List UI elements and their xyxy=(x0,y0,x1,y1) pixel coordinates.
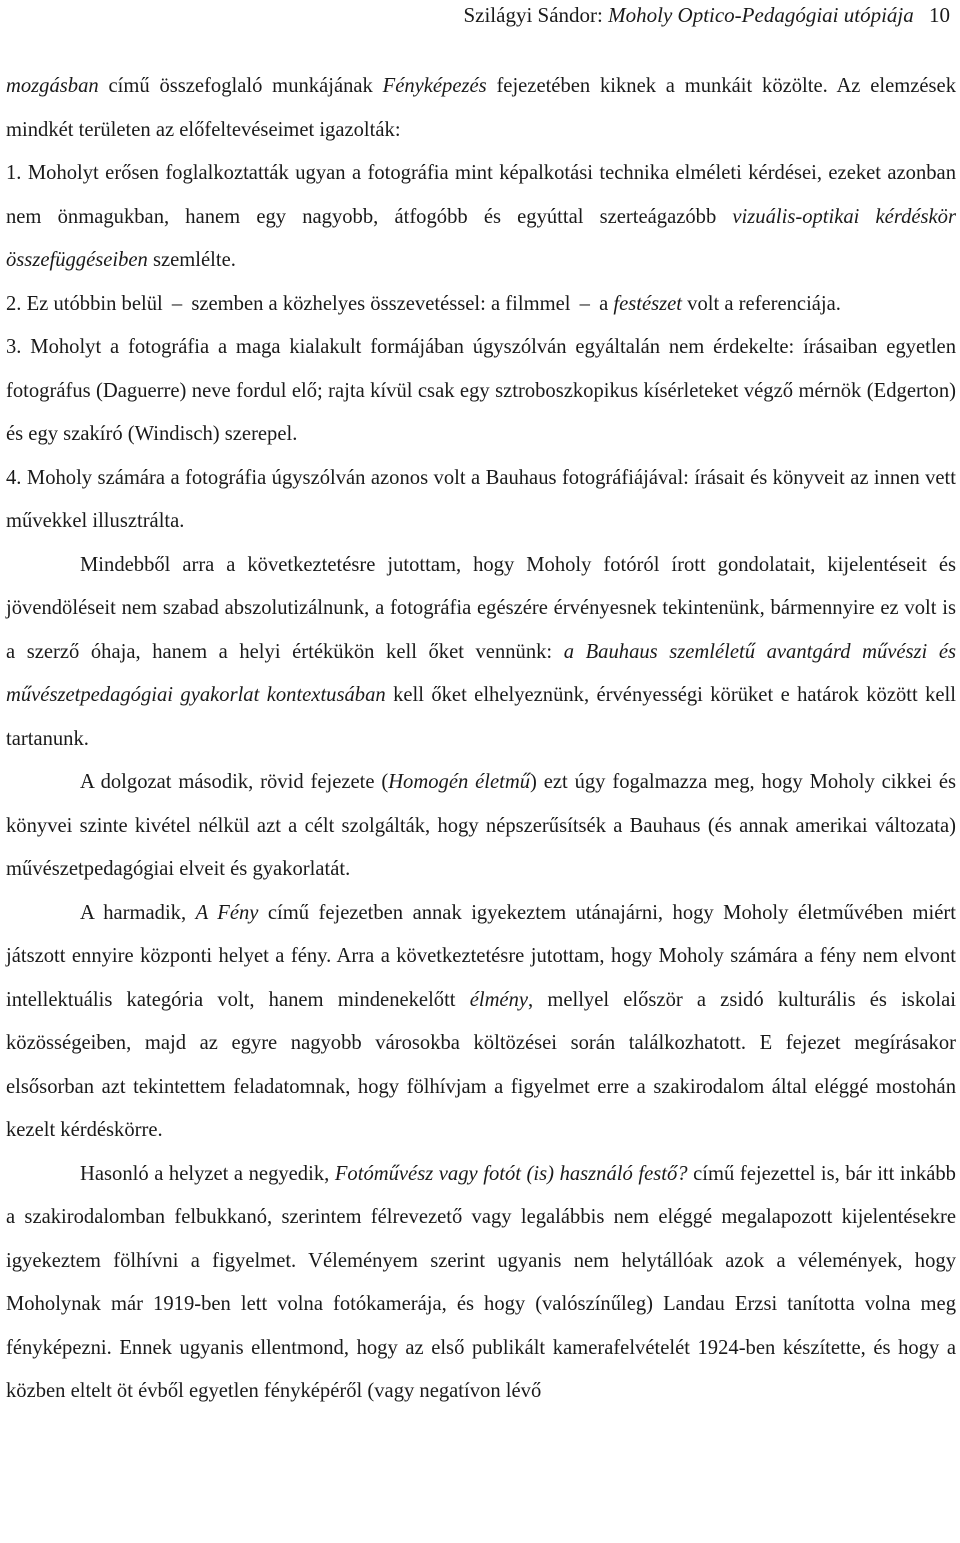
paragraph-chapter-four: Hasonló a helyzet a negyedik, Fotóművész vagy fotót (is) használó festő? című fejezettel is, bár itt inkább a szakirodalomban felbukkanó, szerintem félrevezető vagy legalábbis nem eléggé megalapozott kijelentésekre igyekeztem fölhívni a figyelmet. Véleményem szerint ugyanis nem helytállóak azok a vélemények, hogy Moholynak már 1919-ben lett volna fotókamerája, és hogy (valószínűleg) Landau Erzsi tanította volna meg fényképezni. Ennek ugyanis ellentmond, hogy az első publikált kamerafelvételét 1924-ben készítette, és hogy a közben eltelt öt évből egyetlen fényképéről (vagy negatívon lévő xyxy=(6,1162,956,1402)
list-item-4: 4. Moholy számára a fotográfia úgyszólván azonos volt a Bauhaus fotográfiájával: írásait és könyveit az innen vett művekkel illusztrálta. xyxy=(6,466,956,532)
italic-term: a Bauhaus szemléletű avantgárd művészi és művészetpedagógiai gyakorlat kontextusában xyxy=(6,640,956,706)
italic-term: élmény xyxy=(469,988,529,1011)
page-number: 10 xyxy=(929,3,950,27)
list-item-2: 2. Ez utóbbin belül – szemben a közhelyes összevetéssel: a filmmel – a festészet volt a referenciája. xyxy=(6,292,841,315)
paragraph-chapter-two: A dolgozat második, rövid fejezete (Homogén életmű) ezt úgy fogalmazza meg, hogy Moholy cikkei és könyvei szinte kivétel nélkül azt a célt szolgálták, hogy népszerűsítsék a Bauhaus (és annak amerikai változata) művészetpedagógiai elveit és gyakorlatát. xyxy=(6,771,956,880)
list-item-3: 3. Moholyt a fotográfia a maga kialakult formájában úgyszólván egyáltalán nem érdekelte: írásaiban egyetlen fotográfus (Daguerre) neve fordul elő; rajta kívül csak egy sztroboszkopikus kísérleteket végző mérnök (Edgerton) és egy szakíró (Windisch) szerepel. xyxy=(6,336,956,445)
paragraph-chapter-three: A harmadik, A Fény című fejezetben annak igyekeztem utánajárni, hogy Moholy életművében miért játszott ennyire központi helyet a fény. Arra a következtetésre jutottam, hogy Moholy számára a fény nem elvont intellektuális kategória volt, hanem mindenekelőtt élmény, mellyel először a zsidó kulturális és iskolai közösségeiben, majd az egyre nagyobb városokba költözései során találkozhatott. E fejezet megírásakor elsősorban azt tekintettem feladatomnak, hogy fölhívjam a figyelmet erre a szakirodalom által eléggé mostohán kezelt kérdéskörre. xyxy=(6,901,957,1141)
italic-term: A Fény xyxy=(195,901,259,924)
italic-term: mozgásban xyxy=(6,75,99,97)
header-title: Moholy Optico-Pedagógiai utópiája xyxy=(608,3,914,27)
italic-term: Fotóművész vagy fotót (is) használó festő? xyxy=(334,1162,688,1185)
italic-term: vizuális-optikai kérdéskör összefüggéseiben xyxy=(6,205,956,271)
list-item-1: 1. Moholyt erősen foglalkoztatták ugyan a fotográfia mint képalkotási technika elméleti kérdései, ezeket azonban nem önmagukban, hanem egy nagyobb, átfogóbb és egyúttal szerteágazóbb vizuális-optikai kérdéskör összefüggéseiben szemlélte. xyxy=(6,162,956,271)
header-author: Szilágyi Sándor: xyxy=(463,3,603,27)
italic-term: Fényképezés xyxy=(382,75,487,97)
running-header xyxy=(463,2,950,28)
paragraph-continuation: mozgásban című összefoglaló munkájának Fényképezés fejezetében kiknek a munkáit közölte. Az elemzések mindkét területen az előfeltevéseimet igazolták: xyxy=(6,75,956,141)
paragraph-conclusion: Mindebből arra a következtetésre jutottam, hogy Moholy fotóról írott gondolatait, kijelentéseit és jövendöléseit nem szabad abszolutizálnunk, a fotográfia egészére érvényesnek tekintenünk, bármennyire ez volt is a szerző óhaja, hanem a helyi értékükön kell őket vennünk: a Bauhaus szemléletű avantgárd művészi és művészetpedagógiai gyakorlat kontextusában kell őket elhelyeznünk, érvényességi körüket e határok között kell tartanunk. xyxy=(6,553,956,750)
italic-term: festészet xyxy=(613,292,683,315)
body-text xyxy=(6,65,956,1414)
italic-term: Homogén életmű xyxy=(388,771,531,793)
